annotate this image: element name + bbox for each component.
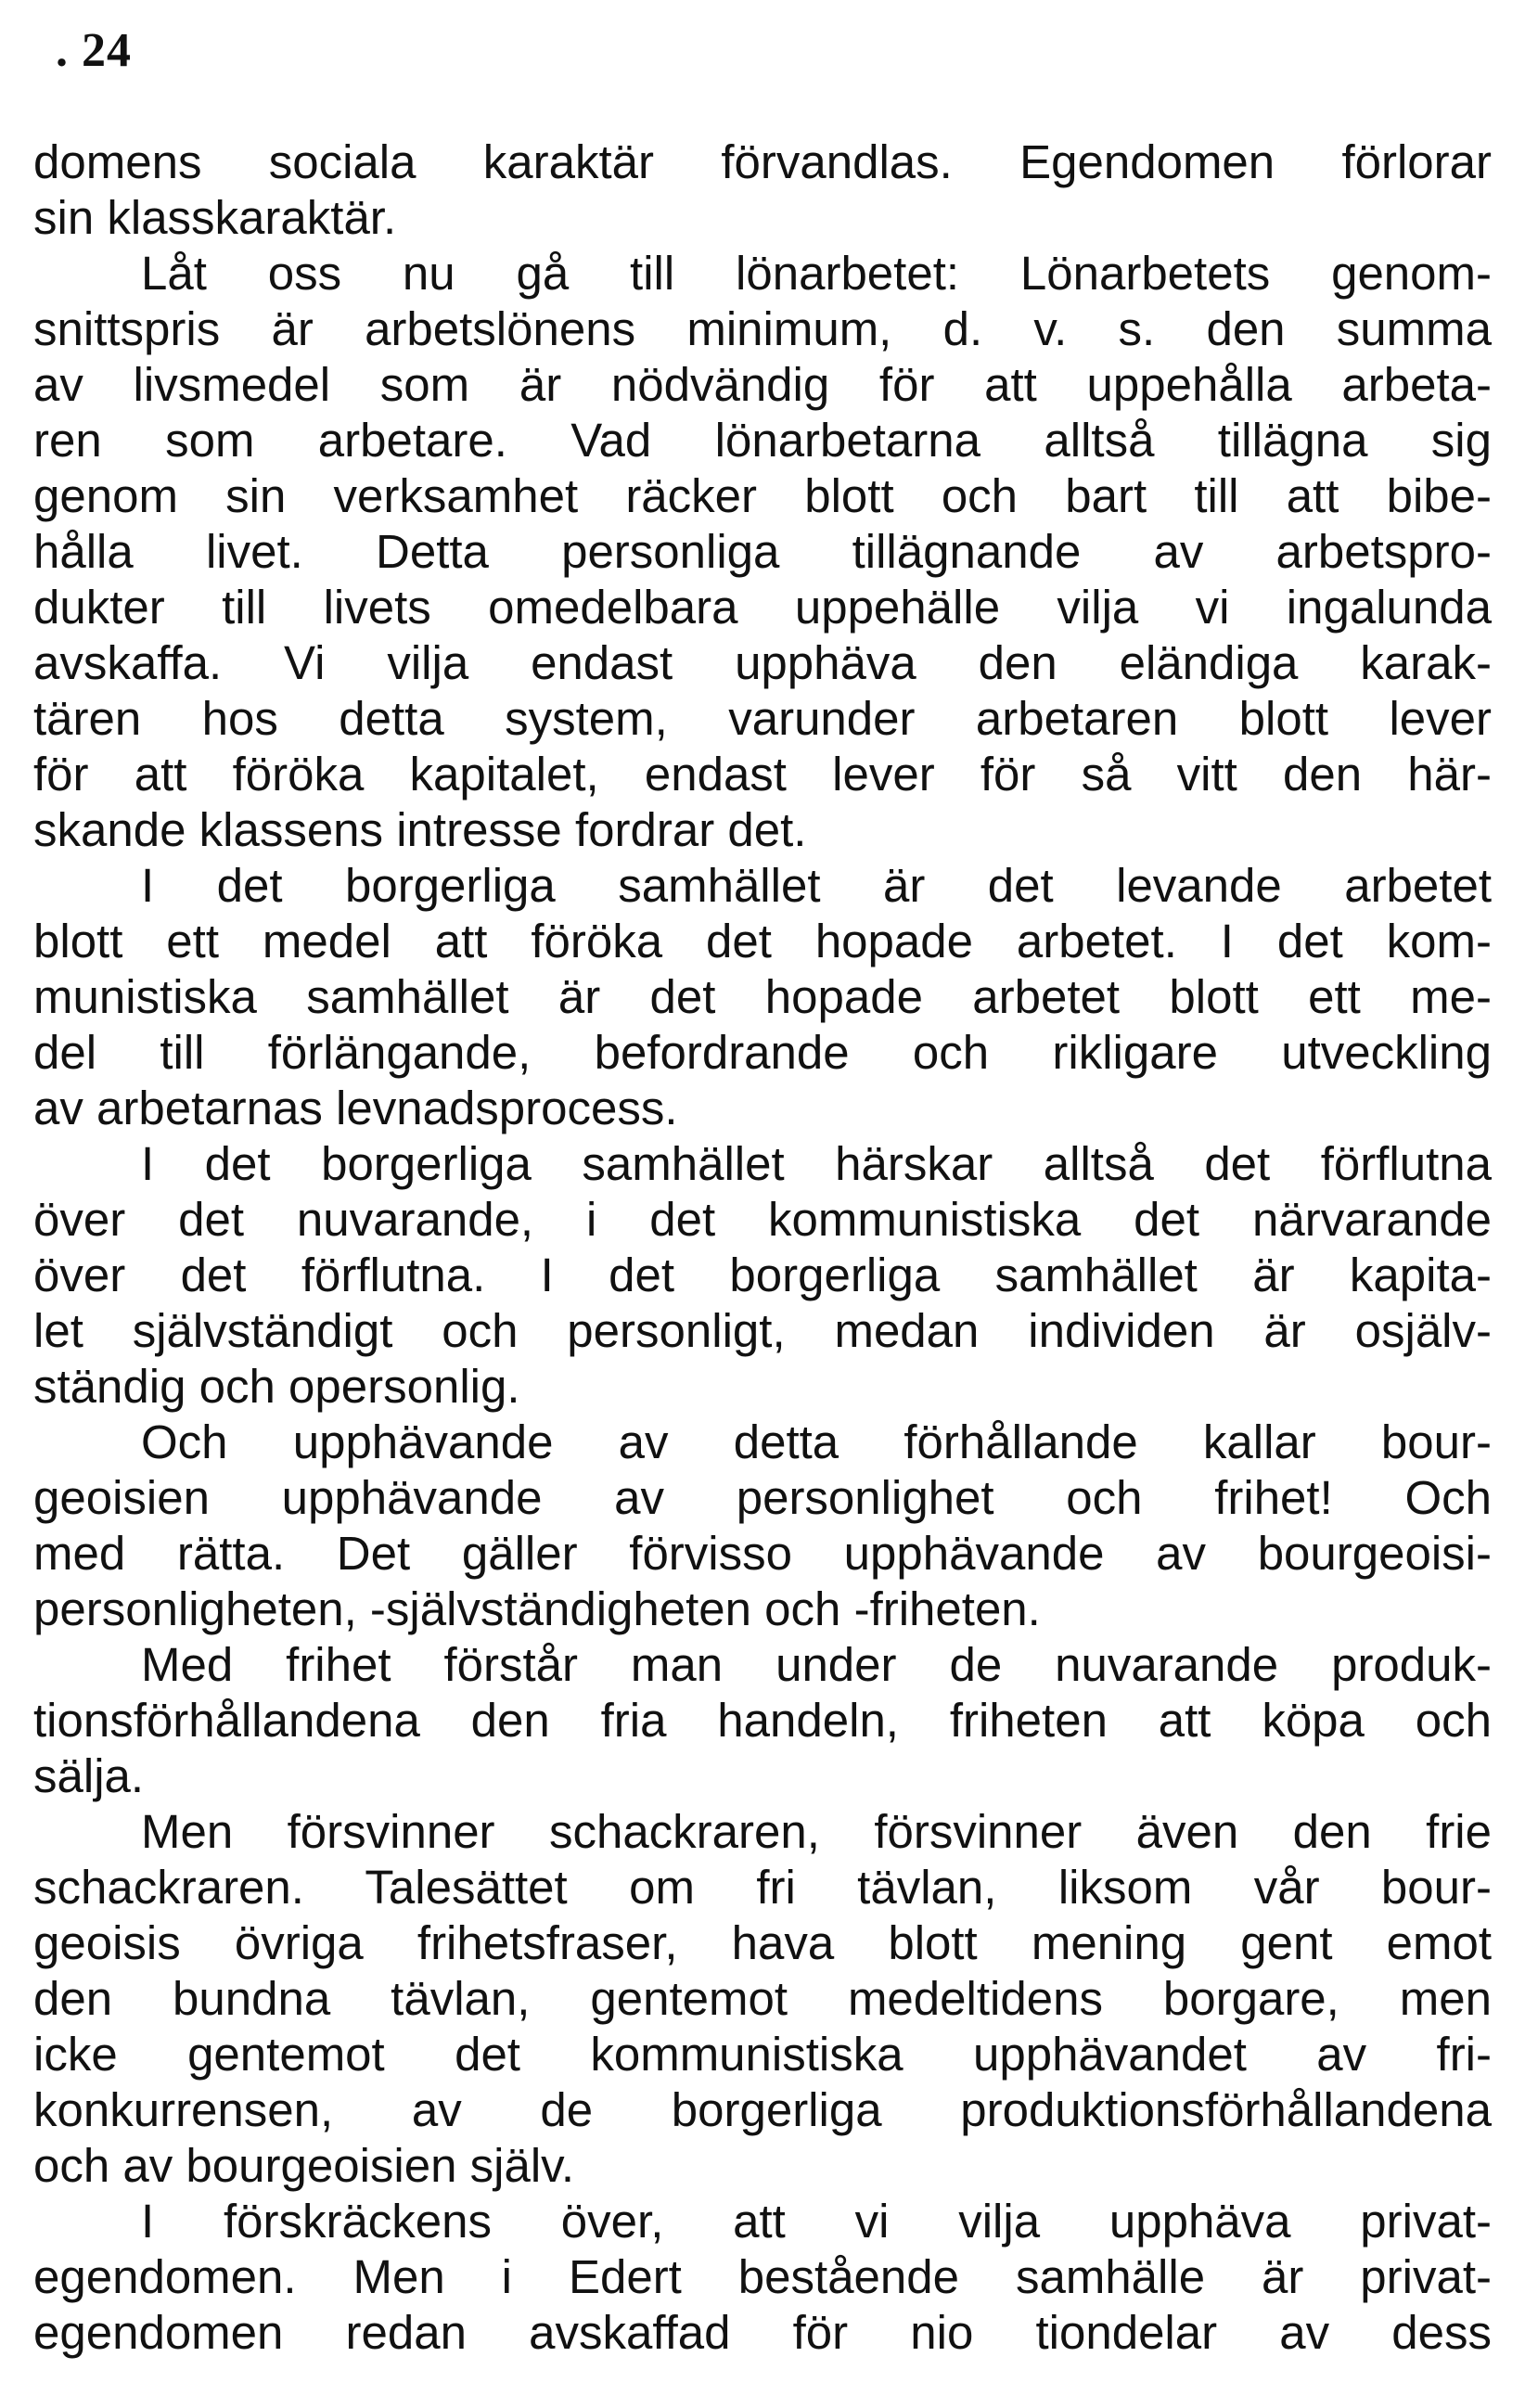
text-line: avskaffa. Vi vilja endast upphäva den eländiga karak- (33, 636, 1492, 689)
text-line: blott ett medel att föröka det hopade arbetet. I det kom- (33, 915, 1492, 967)
text-line: Men försvinner schackraren, försvinner även den frie (141, 1805, 1492, 1858)
text-line: tären hos detta system, varunder arbetaren blott lever (33, 692, 1492, 745)
text-line: egendomen. Men i Edert bestående samhälle är privat- (33, 2250, 1492, 2303)
text-line: ren som arbetare. Vad lönarbetarna alltså tillägna sig (33, 414, 1492, 467)
text-line: Låt oss nu gå till lönarbetet: Lönarbetets genom- (141, 247, 1492, 300)
text-line: dukter till livets omedelbara uppehälle vilja vi ingalunda (33, 581, 1492, 634)
text-line: hålla livet. Detta personliga tillägnande av arbetspro- (33, 525, 1492, 578)
text-line: egendomen redan avskaffad för nio tiondelar av dess (33, 2306, 1492, 2359)
page-number: . 24 (56, 24, 132, 77)
text-line: konkurrensen, av de borgerliga produktionsförhållandena (33, 2083, 1492, 2136)
text-line: av arbetarnas levnadsprocess. (33, 1082, 678, 1134)
text-line: geoisis övriga frihetsfraser, hava blott mening gent emot (33, 1916, 1492, 1969)
text-line: geoisien upphävande av personlighet och frihet! Och (33, 1471, 1492, 1524)
text-line: över det nuvarande, i det kommunistiska det närvarande (33, 1193, 1492, 1246)
text-line: domens sociala karaktär förvandlas. Egendomen förlorar (33, 135, 1492, 188)
text-line: I förskräckens över, att vi vilja upphäva privat- (141, 2195, 1492, 2248)
text-line: med rätta. Det gäller förvisso upphävande av bourgeoisi- (33, 1527, 1492, 1580)
text-line: del till förlängande, befordrande och rikligare utveckling (33, 1026, 1492, 1079)
text-line: och av bourgeoisien själv. (33, 2139, 575, 2192)
text-line: let självständigt och personligt, medan individen är osjälv- (33, 1304, 1492, 1357)
text-line: Och upphävande av detta förhållande kallar bour- (141, 1415, 1492, 1468)
text-line: ständig och opersonlig. (33, 1360, 520, 1413)
text-line: över det förflutna. I det borgerliga samhället är kapita- (33, 1249, 1492, 1301)
text-line: tionsförhållandena den fria handeln, friheten att köpa och (33, 1694, 1492, 1747)
text-line: genom sin verksamhet räcker blott och bart till att bibe- (33, 469, 1492, 522)
text-line: sälja. (33, 1749, 145, 1802)
text-line: munistiska samhället är det hopade arbetet blott ett me- (33, 970, 1492, 1023)
text-line: Med frihet förstår man under de nuvarande produk- (141, 1638, 1492, 1691)
text-line: icke gentemot det kommunistiska upphävandet av fri- (33, 2028, 1492, 2081)
body-text (33, 134, 1492, 2361)
text-line: skande klassens intresse fordrar det. (33, 803, 807, 856)
text-line: schackraren. Talesättet om fri tävlan, liksom vår bour- (33, 1861, 1492, 1914)
text-line: snittspris är arbetslönens minimum, d. v. s. den summa (33, 302, 1492, 355)
text-line: den bundna tävlan, gentemot medeltidens borgare, men (33, 1972, 1492, 2025)
text-line: av livsmedel som är nödvändig för att uppehålla arbeta- (33, 358, 1492, 411)
text-line: I det borgerliga samhället är det levande arbetet (141, 859, 1492, 912)
text-line: sin klasskaraktär. (33, 191, 397, 244)
text-line: I det borgerliga samhället härskar alltså det förflutna (141, 1137, 1492, 1190)
text-line: personligheten, -självständigheten och -friheten. (33, 1582, 1041, 1635)
text-line: för att föröka kapitalet, endast lever för så vitt den här- (33, 748, 1492, 801)
